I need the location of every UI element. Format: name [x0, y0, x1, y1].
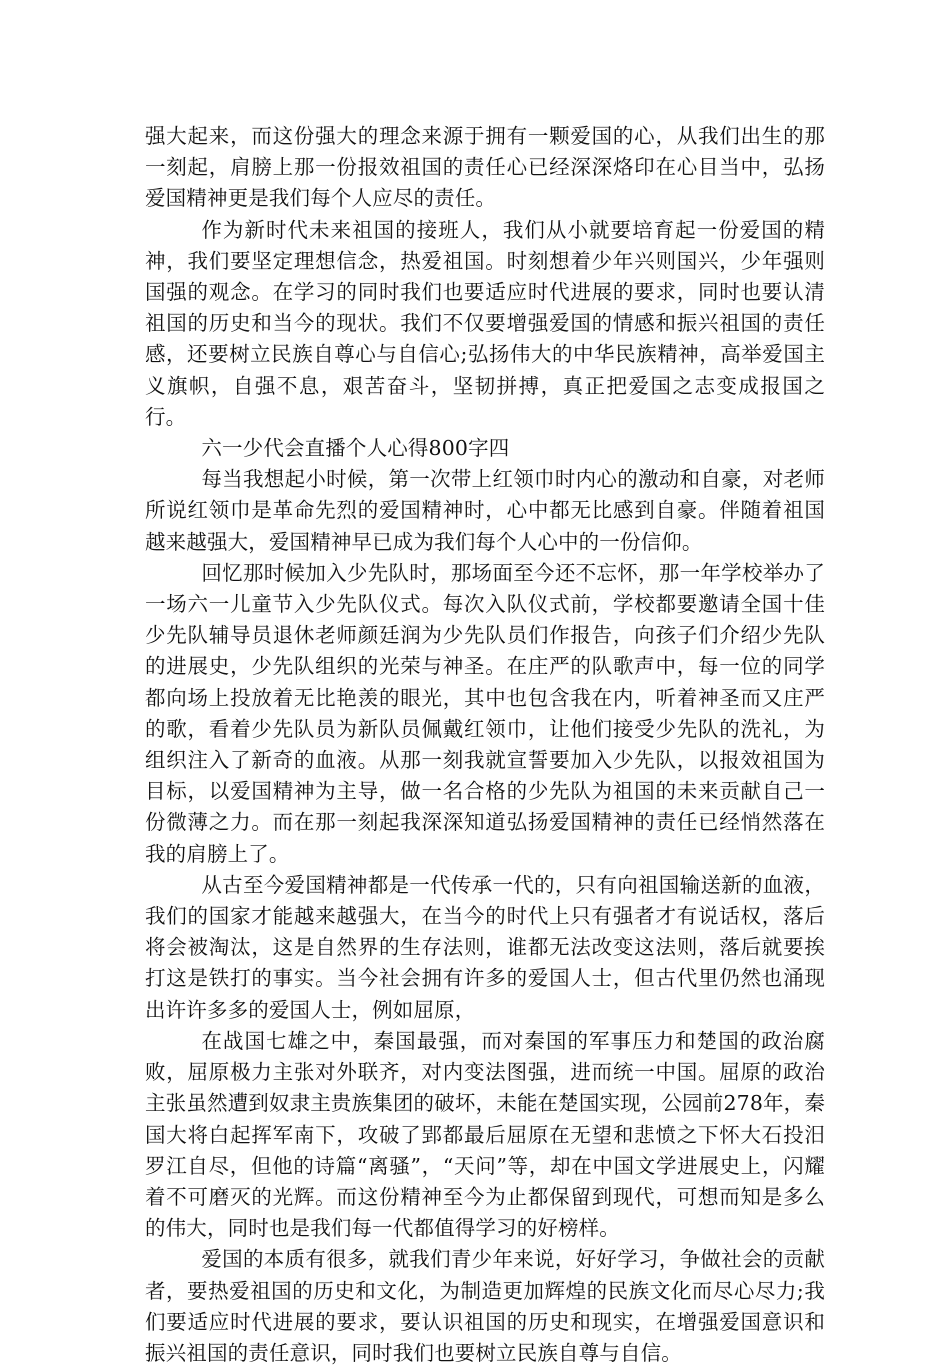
- paragraph: 爱国的本质有很多，就我们青少年来说，好好学习，争做社会的贡献者，要热爱祖国的历史和文化，为制造更加辉煌的民族文化而尽心尽力;我们要适应时代进展的要求，要认识祖国的历史和现实，在增强爱国意识和振兴祖国的责任意识，同时我们也要树立民族自尊与自信。: [145, 1247, 825, 1365]
- document-body: [145, 121, 825, 1369]
- paragraph: 从古至今爱国精神都是一代传承一代的，只有向祖国输送新的血液，我们的国家才能越来越强大，在当今的时代上只有强者才有说话权，落后将会被淘汰，这是自然界的生存法则，谁都无法改变这法则，落后就要挨打这是铁打的事实。当今社会拥有许多的爱国人士，但古代里仍然也涌现出许许多多的爱国人士，例如屈原，: [145, 872, 825, 1022]
- paragraph: 回忆那时候加入少先队时，那场面至今还不忘怀，那一年学校举办了一场六一儿童节入少先队仪式。每次入队仪式前，学校都要邀请全国十佳少先队辅导员退休老师颜廷润为少先队员们作报告，向孩子们介绍少先队的进展史，少先队组织的光荣与神圣。在庄严的队歌声中，每一位的同学都向场上投放着无比艳羡的眼光，其中也包含我在内，听着神圣而又庄严的歌，看着少先队员为新队员佩戴红领巾，让他们接受少先队的洗礼，为组织注入了新奇的血液。从那一刻我就宣誓要加入少先队，以报效祖国为目标，以爱国精神为主导，做一名合格的少先队为祖国的未来贡献自己一份微薄之力。而在那一刻起我深深知道弘扬爱国精神的责任已经悄然落在我的肩膀上了。: [145, 560, 825, 866]
- paragraph: 在战国七雄之中，秦国最强，而对秦国的军事压力和楚国的政治腐败，屈原极力主张对外联齐，对内变法图强，进而统一中国。屈原的政治主张虽然遭到奴隶主贵族集团的破坏，未能在楚国实现，公园前278年，秦国大将白起挥军南下，攻破了郢都最后屈原在无望和悲愤之下怀大石投汨罗江自尽，但他的诗篇“离骚”，“天问”等，却在中国文学进展史上，闪耀着不可磨灭的光辉。而这份精神至今为止都保留到现代，可想而知是多么的伟大，同时也是我们每一代都值得学习的好榜样。: [145, 1028, 825, 1241]
- paragraph: 作为新时代未来祖国的接班人，我们从小就要培育起一份爱国的精神，我们要坚定理想信念，热爱祖国。时刻想着少年兴则国兴，少年强则国强的观念。在学习的同时我们也要适应时代进展的要求，同时也要认清祖国的历史和当今的现状。我们不仅要增强爱国的情感和振兴祖国的责任感，还要树立民族自尊心与自信心;弘扬伟大的中华民族精神，高举爱国主义旗帜，自强不息，艰苦奋斗，坚韧拼搏，真正把爱国之志变成报国之行。: [145, 217, 825, 429]
- paragraph: 每当我想起小时候，第一次带上红领巾时内心的激动和自豪，对老师所说红领巾是革命先烈的爱国精神时，心中都无比感到自豪。伴随着祖国越来越强大，爱国精神早已成为我们每个人心中的一份信仰。: [145, 467, 825, 554]
- section-heading: 六一少代会直播个人心得800字四: [201, 436, 510, 461]
- paragraph-continuation: 强大起来，而这份强大的理念来源于拥有一颗爱国的心，从我们出生的那一刻起，肩膀上那一份报效祖国的责任心已经深深烙印在心目当中，弘扬爱国精神更是我们每个人应尽的责任。: [145, 124, 825, 211]
